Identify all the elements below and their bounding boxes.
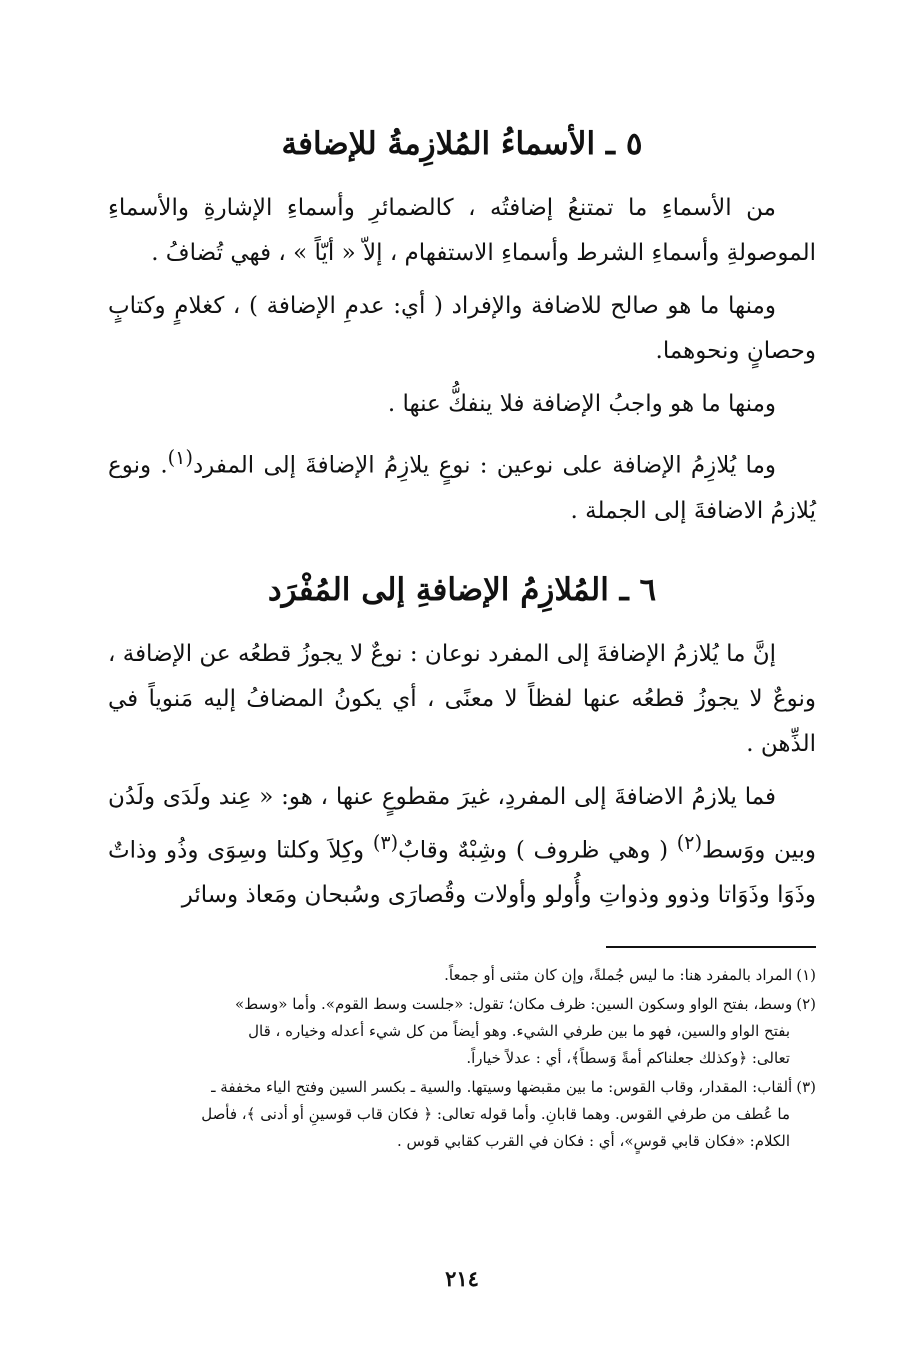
footnote-line: تعالى: ﴿وكذلك جعلناكم أمةً وَسطاً﴾، أي : عدلاً خياراً. — [466, 1049, 790, 1068]
paragraph-text: وكِلاَ وكلتا وسِوَى وذُو وذاتٌ وذَوَا وذَوَاتا وذوو وذواتِ وأُولو وأولات وقُصارَى وسُبحان ومَعاذ وسائر — [108, 837, 816, 909]
footnote-2 — [108, 991, 816, 1072]
footnote-number: (٣) — [796, 1078, 816, 1097]
section-5-paragraph-4 — [108, 435, 816, 534]
footnote-line: ما عُطف من طرفي القوس. وهما قابانِ. وأما قوله تعالى: ﴿ فكان قاب قوسينِ أو أدنى ﴾، فأصل — [201, 1105, 790, 1124]
footnote-ref-1: (١) — [167, 446, 193, 469]
paragraph-text: وما يُلازِمُ الإضافة على نوعين : نوعٍ يلازِمُ الإضافةَ إلى المفرد — [192, 452, 776, 479]
paragraph-text: ( وهي ظروف ) وشِبْهٌ وقابٌ — [398, 837, 677, 864]
footnote-divider — [606, 946, 816, 948]
footnote-ref-3: (٣) — [372, 830, 399, 854]
section-6-heading: ٦ ـ المُلازِمُ الإضافةِ إلى المُفْرَد — [267, 571, 657, 608]
footnote-1 — [108, 962, 816, 989]
section-5-paragraph-2: ومنها ما هو صالح للاضافة والإفراد ( أي: عدمِ الإضافة ) ، كغلامٍ وكتابٍ وحصانٍ ونحوهما. — [108, 293, 816, 364]
footnote-number: (٢) — [796, 995, 816, 1014]
paragraph-text: فما يلازمُ الاضافةَ إلى المفردِ، غيرَ مقطوعٍ عنها ، هو: « عِند ولَدَى ولَدُن وبين ووَسط — [108, 783, 816, 864]
section-6-paragraph-2 — [108, 775, 816, 919]
section-6-paragraph-1: إنَّ ما يُلازمُ الإضافةَ إلى المفرد نوعان : نوعٌ لا يجوزُ قطعُه عن الإضافة ، ونوعٌ لا يجوزُ قطعُه عنها لفظاً لا معنًى ، أي يكونُ المضافُ إليه مَنوياً في الذِّهن . — [108, 640, 816, 757]
footnote-line: وسط، بفتح الواو وسكون السين: ظرف مكان؛ تقول: «جلست وسط القوم». وأما «وسط» — [235, 995, 793, 1014]
footnote-line: المراد بالمفرد هنا: ما ليس جُملةً، وإن كان مثنى أو جمعاً. — [444, 966, 793, 985]
footnote-line: ألقاب: المقدار، وقاب القوس: ما بين مقبضها وسيتها. والسية ـ بكسر السين وفتح الياء مخففة ـ — [211, 1078, 793, 1097]
footnote-line: بفتح الواو والسين، فهو ما بين طرفي الشيء. وهو أيضاً من كل شيء أعدله وخياره ، قال — [248, 1022, 790, 1041]
footnote-line: الكلام: «فكان قابي قوسٍ»، أي : فكان في القرب كقابي قوس . — [396, 1132, 790, 1151]
footnotes — [108, 962, 816, 1155]
paragraph-text: . ونوع يُلازمُ الاضافةَ إلى الجملة . — [108, 452, 816, 524]
section-5-heading: ٥ ـ الأسماءُ المُلازِمةُ للإضافة — [281, 126, 643, 162]
footnote-number: (١) — [796, 966, 816, 985]
footnote-3 — [108, 1074, 816, 1155]
section-5-paragraph-3: ومنها ما هو واجبُ الإضافة فلا ينفكُّ عنها . — [387, 391, 776, 417]
section-5-paragraph-1: من الأسماءِ ما تمتنعُ إضافتُه ، كالضمائرِ وأسماءِ الإشارةِ والأسماءِ الموصولةِ وأسماءِ الشرط وأسماءِ الاستفهام ، إلاّ « أيّاً » ، فهي تُضافُ . — [108, 195, 816, 266]
page-number: ٢١٤ — [445, 1266, 479, 1291]
footnote-ref-2: (٢) — [676, 830, 703, 854]
